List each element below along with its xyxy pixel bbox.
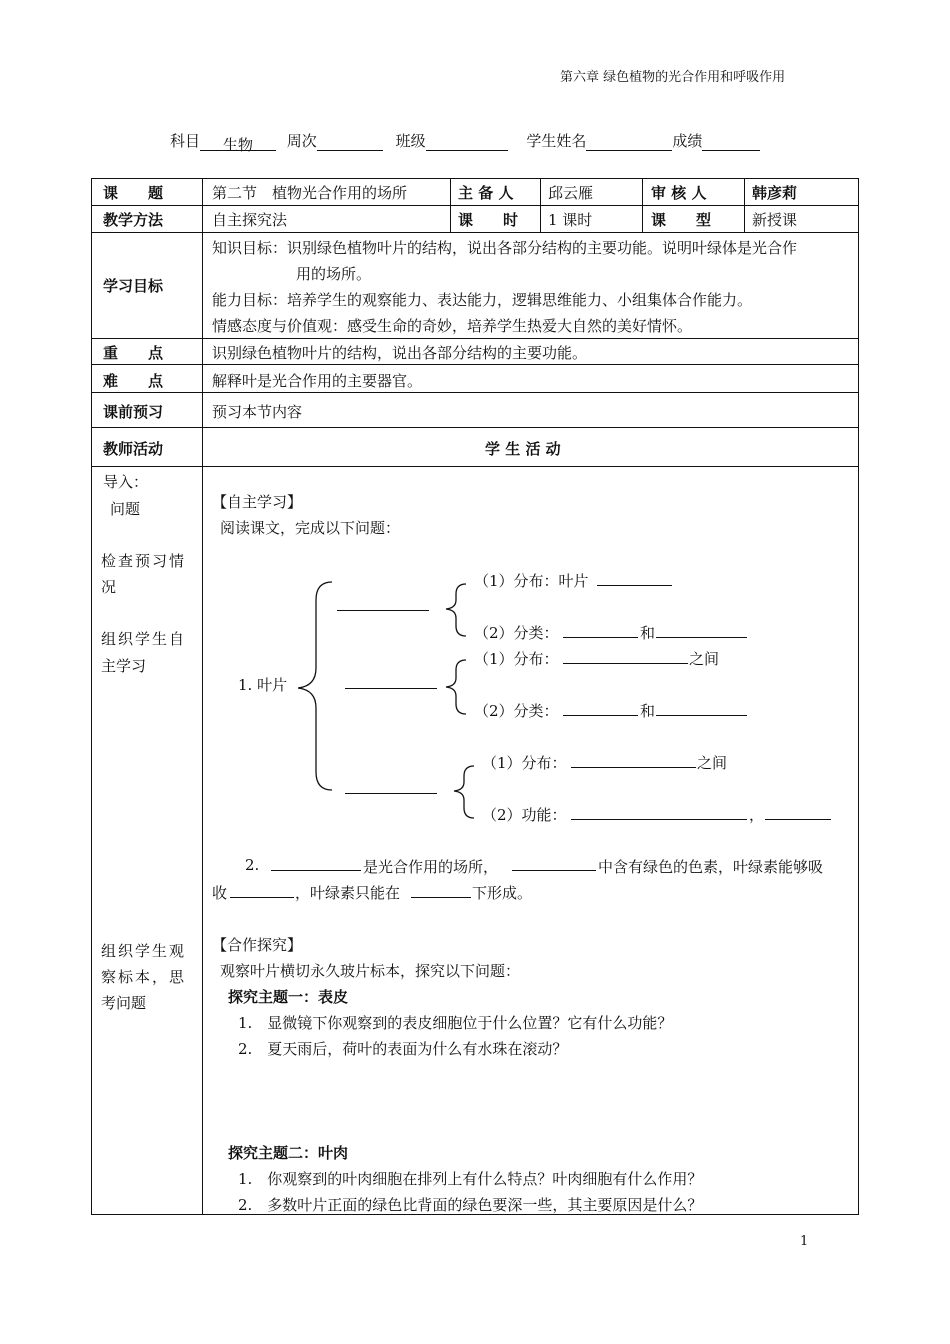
topic-label: 课 题 <box>103 184 164 202</box>
student-name-label: 学生姓名 <box>526 132 587 150</box>
q2-part1: 是光合作用的场所， <box>363 858 499 876</box>
branch-2-blank[interactable] <box>345 688 437 689</box>
b1-types-blank-2[interactable] <box>656 637 747 638</box>
q2-blank-4[interactable] <box>411 897 471 898</box>
q2-part2: 中含有绿色的色素，叶绿素能够吸 <box>598 858 824 876</box>
theme2-q2: 2. 多数叶片正面的绿色比背面的绿色要深一些，其主要原因是什么？ <box>238 1196 703 1214</box>
b1-types-label: （2）分类： <box>474 624 559 642</box>
preview-label: 课前预习 <box>103 403 164 421</box>
teacher-observe-3: 考问题 <box>101 994 147 1012</box>
b2-distribution-blank[interactable] <box>563 663 688 664</box>
method-value: 自主探究法 <box>212 211 288 229</box>
teacher-observe-1: 组织学生观 <box>101 942 187 960</box>
self-study-title: 【自主学习】 <box>212 493 303 511</box>
teacher-question: 问题 <box>110 500 141 518</box>
teacher-organize-1: 组织学生自 <box>101 630 187 648</box>
subject-label: 科目 <box>170 132 201 150</box>
q2-part3: 收 <box>212 884 228 902</box>
b2-types-label: （2）分类： <box>474 702 559 720</box>
theme1-q2: 2. 夏天雨后，荷叶的表面为什么有水珠在滚动？ <box>238 1040 568 1058</box>
reviewer-value: 韩彦莉 <box>752 184 798 202</box>
chapter-header: 第六章 绿色植物的光合作用和呼吸作用 <box>560 70 786 85</box>
q2-part5: 下形成。 <box>472 884 533 902</box>
teacher-check-2: 况 <box>101 578 117 596</box>
b1-distribution-label: （1）分布：叶片 <box>474 572 589 590</box>
q2-blank-2[interactable] <box>512 870 596 871</box>
branch-1-blank[interactable] <box>337 610 429 611</box>
b3-function-label: （2）功能： <box>482 806 567 824</box>
class-label: 班级 <box>395 132 426 150</box>
preview-value: 预习本节内容 <box>212 403 303 421</box>
b3-function-blank-2[interactable] <box>765 819 831 820</box>
topic-value: 第二节 植物光合作用的场所 <box>212 184 408 202</box>
period-value: 1 课时 <box>548 211 593 229</box>
goal-knowledge: 知识目标：识别绿色植物叶片的结构，说出各部分结构的主要功能。说明叶绿体是光合作 <box>212 239 798 257</box>
q2-blank-3[interactable] <box>230 897 294 898</box>
week-label: 周次 <box>286 132 317 150</box>
reviewer-label: 审 核 人 <box>651 184 707 202</box>
goal-ability: 能力目标：培养学生的观察能力、表达能力，逻辑思维能力、小组集体合作能力。 <box>212 291 753 309</box>
b2-between: 之间 <box>689 650 720 668</box>
teacher-intro: 导入： <box>103 473 149 491</box>
theme2-q1: 1. 你观察到的叶肉细胞在排列上有什么特点？叶肉细胞有什么作用？ <box>238 1170 703 1188</box>
b3-comma: ， <box>749 806 765 824</box>
b3-distribution-blank[interactable] <box>571 767 696 768</box>
type-label: 课 型 <box>651 211 712 229</box>
goals-label: 学习目标 <box>103 277 164 295</box>
difficult-label: 难 点 <box>103 372 164 390</box>
key-label: 重 点 <box>103 344 164 362</box>
b3-between: 之间 <box>697 754 728 772</box>
theme1-title: 探究主题一：表皮 <box>228 988 349 1006</box>
big-brace <box>298 582 332 790</box>
student-activity-label: 学 生 活 动 <box>485 440 561 458</box>
coop-intro: 观察叶片横切永久玻片标本，探究以下问题： <box>220 962 521 980</box>
brace-3 <box>454 766 474 818</box>
goal-emotion: 情感态度与价值观：感受生命的奇妙，培养学生热爱大自然的美好情怀。 <box>212 317 693 335</box>
b2-and: 和 <box>640 702 656 720</box>
method-label: 教学方法 <box>103 211 164 229</box>
goal-knowledge-cont: 用的场所。 <box>296 265 372 283</box>
key-value: 识别绿色植物叶片的结构，说出各部分结构的主要功能。 <box>212 344 588 362</box>
branch-3-blank[interactable] <box>345 793 437 794</box>
b3-function-blank-1[interactable] <box>571 819 747 820</box>
preparer-value: 邱云雁 <box>548 184 594 202</box>
period-label: 课 时 <box>458 211 519 229</box>
b3-distribution-label: （1）分布： <box>482 754 567 772</box>
brace-1 <box>446 584 466 636</box>
brace-2 <box>446 660 466 714</box>
self-study-intro: 阅读课文，完成以下问题： <box>220 519 401 537</box>
theme1-q1: 1. 显微镜下你观察到的表皮细胞位于什么位置？它有什么功能？ <box>238 1014 673 1032</box>
teacher-activity-label: 教师活动 <box>103 440 164 458</box>
b2-distribution-label: （1）分布： <box>474 650 559 668</box>
coop-title: 【合作探究】 <box>212 936 303 954</box>
b1-and: 和 <box>640 624 656 642</box>
type-value: 新授课 <box>752 211 798 229</box>
difficult-value: 解释叶是光合作用的主要器官。 <box>212 372 423 390</box>
b1-types-blank-1[interactable] <box>563 637 638 638</box>
b2-types-blank-2[interactable] <box>656 715 747 716</box>
leaf-label: 1. 叶片 <box>238 676 288 694</box>
b1-distribution-blank[interactable] <box>597 585 672 586</box>
subject-value[interactable]: 生物 <box>200 134 276 151</box>
teacher-organize-2: 主学习 <box>101 657 147 675</box>
q2-blank-1[interactable] <box>271 870 361 871</box>
q2-number: 2. <box>245 856 260 874</box>
q2-part4: ，叶绿素只能在 <box>295 884 401 902</box>
teacher-observe-2: 察标本，思 <box>101 968 187 986</box>
teacher-check-1: 检查预习情 <box>101 552 187 570</box>
theme2-title: 探究主题二：叶肉 <box>228 1144 349 1162</box>
page-number: 1 <box>800 1234 809 1249</box>
b2-types-blank-1[interactable] <box>563 715 638 716</box>
score-label: 成绩 <box>672 132 703 150</box>
preparer-label: 主 备 人 <box>458 184 514 202</box>
